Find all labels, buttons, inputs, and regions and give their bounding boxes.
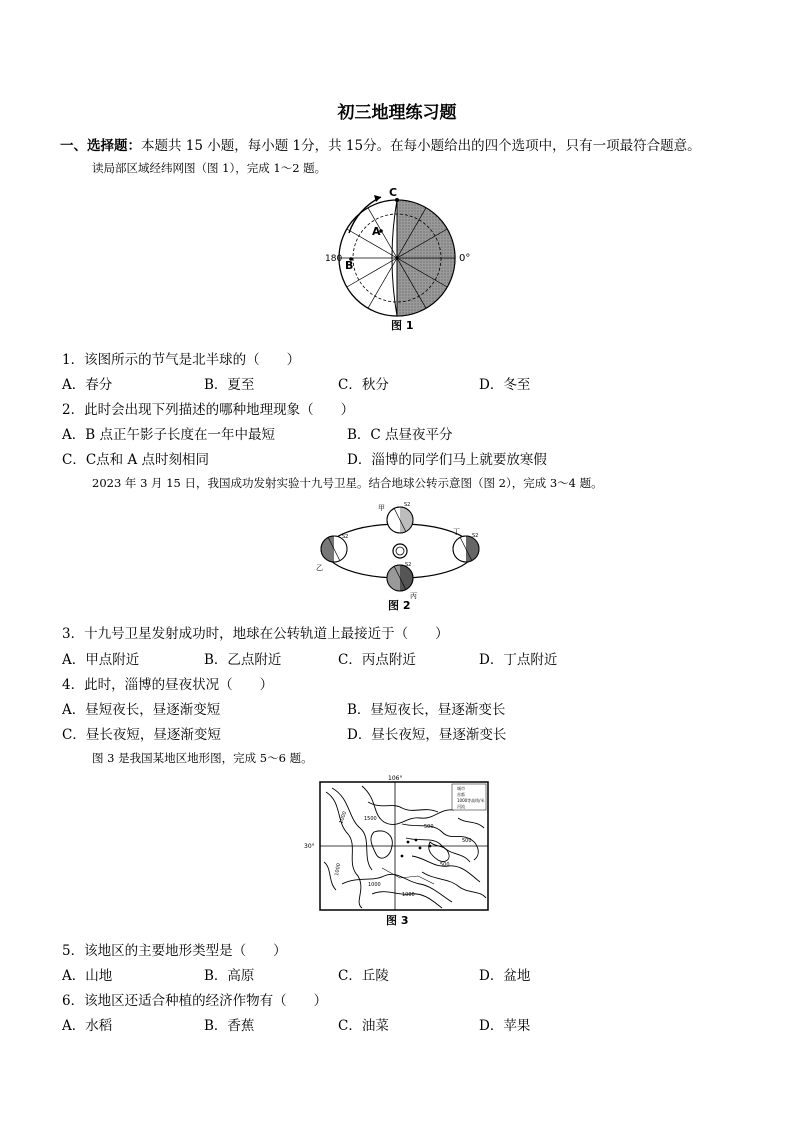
section-instructions: 本题共 15 小题，每小题 1分，共 15分。在每小题给出的四个选项中，只有一项最符合题意。 [141, 138, 701, 154]
group3-intro: 图 3 是我国某地区地形图，完成 5～6 题。 [92, 751, 313, 765]
question-6-stem: 6．该地区还适合种植的经济作物有（ ） [62, 993, 328, 1009]
figure-1-caption: 图 1 [391, 319, 414, 332]
q6-option-a: A．水稻 [62, 1018, 113, 1034]
question-5-stem: 5．该地区的主要地形类型是（ ） [62, 943, 287, 959]
q6-option-d: D．苹果 [479, 1018, 531, 1034]
q5-option-b: B．高原 [204, 968, 255, 984]
group2-intro: 2023 年 3 月 15 日，我国成功发射实验十九号卫星。结合地球公转示意图（图 2），完成 3～4 题。 [92, 476, 603, 490]
label-b: B [345, 259, 354, 272]
label-jia: 甲 [378, 504, 385, 512]
question-2-stem: 2．此时会出现下列描述的哪种地理现象（ ） [62, 402, 355, 418]
label-lon-106: 106° [388, 775, 403, 782]
q1-option-c: C．秋分 [338, 377, 389, 393]
q2-option-b: B．C 点昼夜平分 [347, 427, 453, 443]
figure-1-diagram [315, 183, 485, 333]
contour-label-4: 1000 [334, 862, 343, 877]
page-title: 初三地理练习题 [337, 103, 457, 123]
q3-option-c: C．丙点附近 [338, 652, 416, 668]
q2-option-d: D．淄博的同学们马上就要放寒假 [347, 452, 547, 468]
q2-option-a: A．B 点正午影子长度在一年中最短 [62, 427, 275, 443]
legend-item-capital: 首都 [457, 792, 465, 797]
question-3-stem: 3．十九号卫星发射成功时，地球在公转轨道上最接近于（ ） [62, 626, 449, 642]
legend-item-contour: 1000等高线/米 [457, 798, 485, 803]
q4-option-c: C．昼长夜短，昼逐渐变短 [62, 727, 221, 743]
figure-1 [315, 183, 485, 333]
q6-option-c: C．油菜 [338, 1018, 389, 1034]
label-lat-30: 30° [304, 843, 315, 850]
label-s-bottom: S2 [405, 562, 412, 568]
figure-3-caption: 图 3 [386, 914, 409, 927]
contour-label-3: 500 [424, 824, 434, 830]
label-s-top: S2 [404, 502, 411, 508]
contour-label-6: 1000 [402, 892, 415, 898]
legend-item-city: 城市 [457, 786, 465, 791]
contour-label-5: 500 [440, 862, 450, 868]
figure-2-caption: 图 2 [388, 599, 411, 612]
q1-option-b: B．夏至 [204, 377, 255, 393]
section-heading [60, 134, 701, 154]
label-c: C [389, 186, 398, 199]
q6-option-b: B．香蕉 [204, 1018, 255, 1034]
q1-option-a: A．春分 [62, 377, 113, 393]
contour-label-8: 1000 [368, 882, 381, 888]
q2-option-c: C．C点和 A 点时刻相同 [62, 452, 209, 468]
contour-label-7: 500 [462, 838, 472, 844]
q5-option-c: C．丘陵 [338, 968, 389, 984]
q5-option-a: A．山地 [62, 968, 113, 984]
label-yi: 乙 [316, 564, 323, 572]
question-1-stem: 1．该图所示的节气是北半球的（ ） [62, 352, 301, 368]
section-label: 一、选择题： [60, 138, 141, 154]
q4-option-b: B．昼短夜长，昼逐渐变长 [347, 702, 506, 718]
label-180: 180 [325, 254, 343, 264]
contour-label-1: 1000 [338, 810, 349, 825]
group1-intro: 读局部区域经纬网图（图 1），完成 1～2 题。 [92, 161, 327, 175]
q4-option-a: A．昼短夜长，昼逐渐变短 [62, 702, 221, 718]
figure-3 [302, 772, 496, 932]
q4-option-d: D．昼长夜短，昼逐渐变长 [347, 727, 507, 743]
figure-2-diagram [314, 498, 484, 613]
q1-option-d: D．冬至 [479, 377, 531, 393]
figure-3-map [302, 772, 496, 932]
q5-option-d: D．盆地 [479, 968, 531, 984]
label-s-left: S2 [342, 534, 349, 540]
label-ding: 丁 [453, 528, 460, 536]
label-bing: 丙 [410, 592, 417, 600]
label-a: A [372, 225, 381, 238]
contour-label-2: 1500 [364, 816, 377, 822]
label-0: 0° [459, 253, 471, 264]
figure-2 [314, 498, 484, 613]
label-s-right: S2 [472, 533, 479, 539]
q3-option-d: D．丁点附近 [479, 652, 558, 668]
question-4-stem: 4．此时，淄博的昼夜状况（ ） [62, 677, 274, 693]
q3-option-a: A．甲点附近 [62, 652, 140, 668]
q3-option-b: B．乙点附近 [204, 652, 282, 668]
legend-item-river: 河流 [457, 804, 465, 809]
